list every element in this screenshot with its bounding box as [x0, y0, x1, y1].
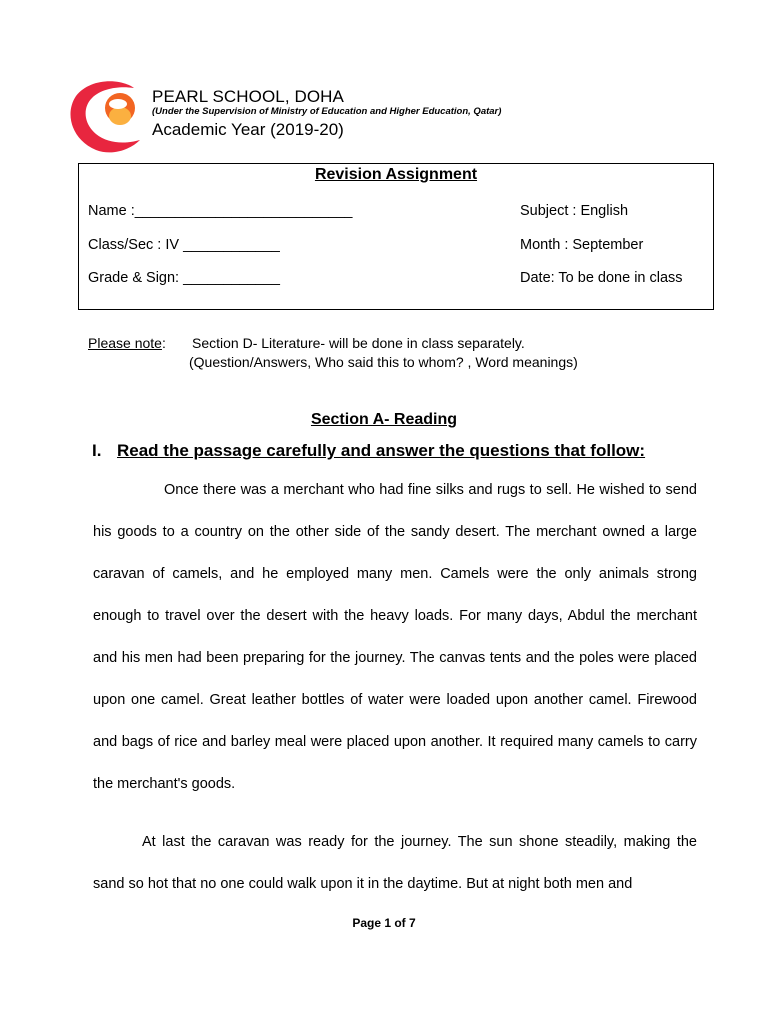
question-number: I.: [92, 441, 102, 460]
page-number: Page 1 of 7: [352, 916, 416, 930]
note-line-2: (Question/Answers, Who said this to whom? , Word meanings): [189, 354, 578, 370]
section-title: Section A- Reading: [310, 411, 458, 428]
assignment-title: Revision Assignment: [314, 166, 478, 183]
logo-white-highlight: [109, 99, 127, 109]
academic-year: Academic Year (2019-20): [152, 120, 344, 139]
school-name: PEARL SCHOOL, DOHA: [152, 87, 344, 106]
note-line-1: Section D- Literature- will be done in class separately.: [192, 335, 525, 351]
grade-sign-field: Grade & Sign: ____________: [88, 270, 280, 286]
month-field: Month : September: [520, 237, 644, 253]
class-sec-field: Class/Sec : IV ____________: [88, 237, 280, 253]
passage-paragraph-1: Once there was a merchant who had fine silks and rugs to sell. He wished to send his goods to a country on the other side of the sandy desert. The merchant owned a large caravan of camels, and he employed many men. Camels were the only animals strong enough to travel over the desert with the heavy loads. For many days, Abdul the merchant and his men had been preparing for the journey. The canvas tents and the poles were placed upon one camel. Great leather bottles of water were loaded upon another camel. Firewood and bags of rice and barley meal were placed upon another. It required many camels to carry the merchant's goods.: [93, 482, 697, 792]
name-field: Name :___________________________: [88, 203, 353, 219]
assignment-info-box: [78, 163, 714, 310]
question-instruction: Read the passage carefully and answer the questions that follow:: [117, 441, 646, 460]
school-logo-icon: [68, 78, 146, 154]
subject-field: Subject : English: [520, 203, 629, 219]
logo-yellow-circle: [109, 107, 131, 125]
passage-paragraph-2: At last the caravan was ready for the journey. The sun shone steadily, making the sand so hot that no one could walk upon it in the daytime. But at night both men and: [93, 834, 697, 892]
supervision-line: (Under the Supervision of Ministry of Education and Higher Education, Qatar): [152, 106, 502, 117]
date-field: Date: To be done in class: [520, 270, 683, 286]
note-label: Please note: [88, 335, 162, 351]
note-heading: [88, 335, 166, 351]
note-colon: :: [161, 335, 166, 351]
